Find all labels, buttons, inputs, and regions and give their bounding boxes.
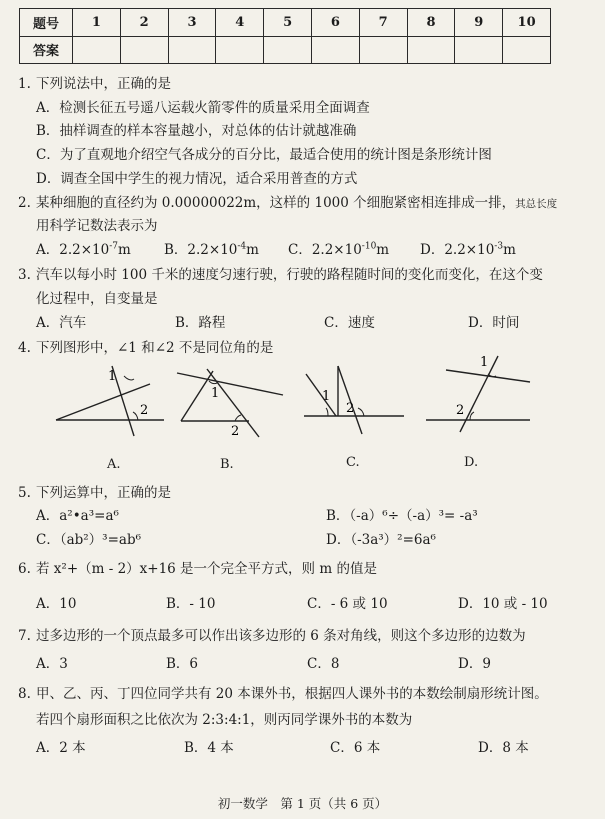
grid-row-numbers: [20, 9, 551, 37]
question-2-stem-cont: 用科学记数法表示为: [36, 218, 158, 234]
question-number: 4.: [18, 340, 31, 356]
question-3-stem-cont: 化过程中，自变量是: [36, 291, 158, 307]
question-number: 5.: [18, 485, 31, 501]
answer-cell[interactable]: [503, 36, 551, 64]
question-number: 7.: [18, 628, 31, 644]
question-stem: 下列说法中，正确的是: [36, 76, 171, 92]
angle-1-label: 1: [322, 389, 331, 404]
question-2: [18, 191, 557, 211]
q3-option-b: B．路程: [175, 315, 226, 331]
question-3: [18, 263, 543, 283]
question-stem: 若 x²+（m - 2）x+16 是一个完全平方式，则 m 的值是: [36, 561, 377, 577]
q7-option-c: C．8: [307, 656, 340, 672]
page-footer: 初一数学 第 1 页（共 6 页）: [217, 796, 388, 811]
q6-option-b: B．- 10: [166, 596, 216, 612]
q6-option-d: D．10 或 - 10: [458, 596, 548, 612]
question-stem: 下列运算中，正确的是: [36, 485, 171, 501]
question-stem: 汽车以每小时 100 千米的速度匀速行驶，行驶的路程随时间的变化而变化，在这个变: [36, 267, 543, 283]
q5-option-d: D．（-3a³）²=6a⁶: [326, 532, 436, 548]
angle-2-label: 2: [140, 403, 149, 418]
grid-number: 9: [455, 9, 503, 37]
q2-option-a: A．$2.2\times 10^{-7}m$: [36, 241, 131, 258]
question-number: 8.: [18, 686, 31, 702]
q1-option-d: D．调查全国中学生的视力情况，适合采用普查的方式: [36, 171, 358, 187]
answer-cell[interactable]: [407, 36, 455, 64]
q1-option-b: B．抽样调查的样本容量越小，对总体的估计就越准确: [36, 123, 357, 139]
question-7: [18, 624, 526, 644]
question-stem: 下列图形中，∠1 和∠2 不是同位角的是: [36, 340, 274, 356]
grid-number: 1: [73, 9, 121, 37]
grid-number: 8: [407, 9, 455, 37]
figure-d-label: D.: [464, 455, 479, 470]
grid-header-answer: 答案: [20, 36, 73, 64]
answer-cell[interactable]: [216, 36, 264, 64]
answer-cell[interactable]: [168, 36, 216, 64]
q3-option-d: D．时间: [468, 315, 520, 331]
figure-c-label: C.: [346, 455, 360, 470]
answer-cell[interactable]: [73, 36, 121, 64]
grid-number: 2: [120, 9, 168, 37]
q7-option-b: B．6: [166, 656, 199, 672]
angle-2-label: 2: [346, 401, 355, 416]
figure-b: [175, 365, 290, 440]
figure-b-label: B.: [220, 457, 234, 472]
question-1: [18, 72, 171, 92]
q8-option-d: D．8 本: [478, 740, 529, 756]
grid-number: 10: [503, 9, 551, 37]
q2-option-d: D．$2.2\times 10^{-3}m$: [420, 241, 516, 258]
figure-a-label: A.: [107, 457, 121, 472]
answer-cell[interactable]: [311, 36, 359, 64]
q6-option-c: C．- 6 或 10: [307, 596, 388, 612]
angle-1-label: 1: [108, 369, 117, 384]
question-stem: 某种细胞的直径约为 0.00000022m，这样的 1000 个细胞紧密相连排成一排，: [36, 195, 516, 211]
grid-number: 6: [311, 9, 359, 37]
answer-cell[interactable]: [264, 36, 312, 64]
question-number: 3.: [18, 267, 31, 283]
q8-option-b: B．4 本: [184, 740, 234, 756]
answer-cell[interactable]: [120, 36, 168, 64]
q8-option-c: C．6 本: [330, 740, 381, 756]
q3-option-c: C．速度: [324, 315, 375, 331]
question-8-stem-cont: 若四个扇形面积之比依次为 2:3:4:1，则丙同学课外书的本数为: [36, 712, 413, 728]
question-number: 2.: [18, 195, 31, 211]
figure-d: [420, 352, 535, 434]
answer-cell[interactable]: [359, 36, 407, 64]
q5-option-b: B．（-a）⁶÷（-a）³= -a³: [326, 508, 478, 524]
q5-option-c: C．（ab²）³=ab⁶: [36, 532, 142, 548]
angle-2-label: 2: [456, 403, 465, 418]
question-6: [18, 557, 377, 577]
question-stem: 过多边形的一个顶点最多可以作出该多边形的 6 条对角线，则这个多边形的边数为: [36, 628, 526, 644]
grid-number: 5: [264, 9, 312, 37]
q2-option-c: C．$2.2\times 10^{-10}m$: [288, 241, 390, 258]
q5-option-a: A．a²•a³=a⁶: [36, 508, 119, 524]
figure-a: [52, 362, 167, 437]
question-stem-small: 其总长度: [515, 198, 558, 210]
grid-row-answers: [20, 36, 551, 64]
question-stem: 甲、乙、丙、丁四位同学共有 20 本课外书，根据四人课外书的本数绘制扇形统计图。: [36, 686, 548, 702]
grid-number: 4: [216, 9, 264, 37]
question-number: 6.: [18, 561, 31, 577]
question-8: [18, 682, 548, 702]
figure-c: [300, 362, 410, 437]
grid-number: 7: [359, 9, 407, 37]
angle-1-label: 1: [480, 355, 489, 370]
angle-1-label: 1: [211, 386, 220, 401]
q7-option-a: A．3: [36, 656, 68, 672]
q2-option-b: B．$2.2\times 10^{-4}m$: [164, 241, 259, 258]
q6-option-a: A．10: [36, 596, 77, 612]
q1-option-c: C．为了直观地介绍空气各成分的百分比，最适合使用的统计图是条形统计图: [36, 147, 492, 163]
q3-option-a: A．汽车: [36, 315, 87, 331]
q8-option-a: A．2 本: [36, 740, 86, 756]
question-number: 1.: [18, 76, 31, 92]
question-4: [18, 336, 273, 356]
q1-option-a: A．检测长征五号遥八运载火箭零件的质量采用全面调查: [36, 100, 370, 116]
answer-grid: [19, 8, 551, 64]
q7-option-d: D．9: [458, 656, 491, 672]
grid-header-number: 题号: [20, 9, 73, 37]
grid-number: 3: [168, 9, 216, 37]
answer-cell[interactable]: [455, 36, 503, 64]
question-5: [18, 481, 171, 501]
angle-2-label: 2: [231, 424, 240, 439]
